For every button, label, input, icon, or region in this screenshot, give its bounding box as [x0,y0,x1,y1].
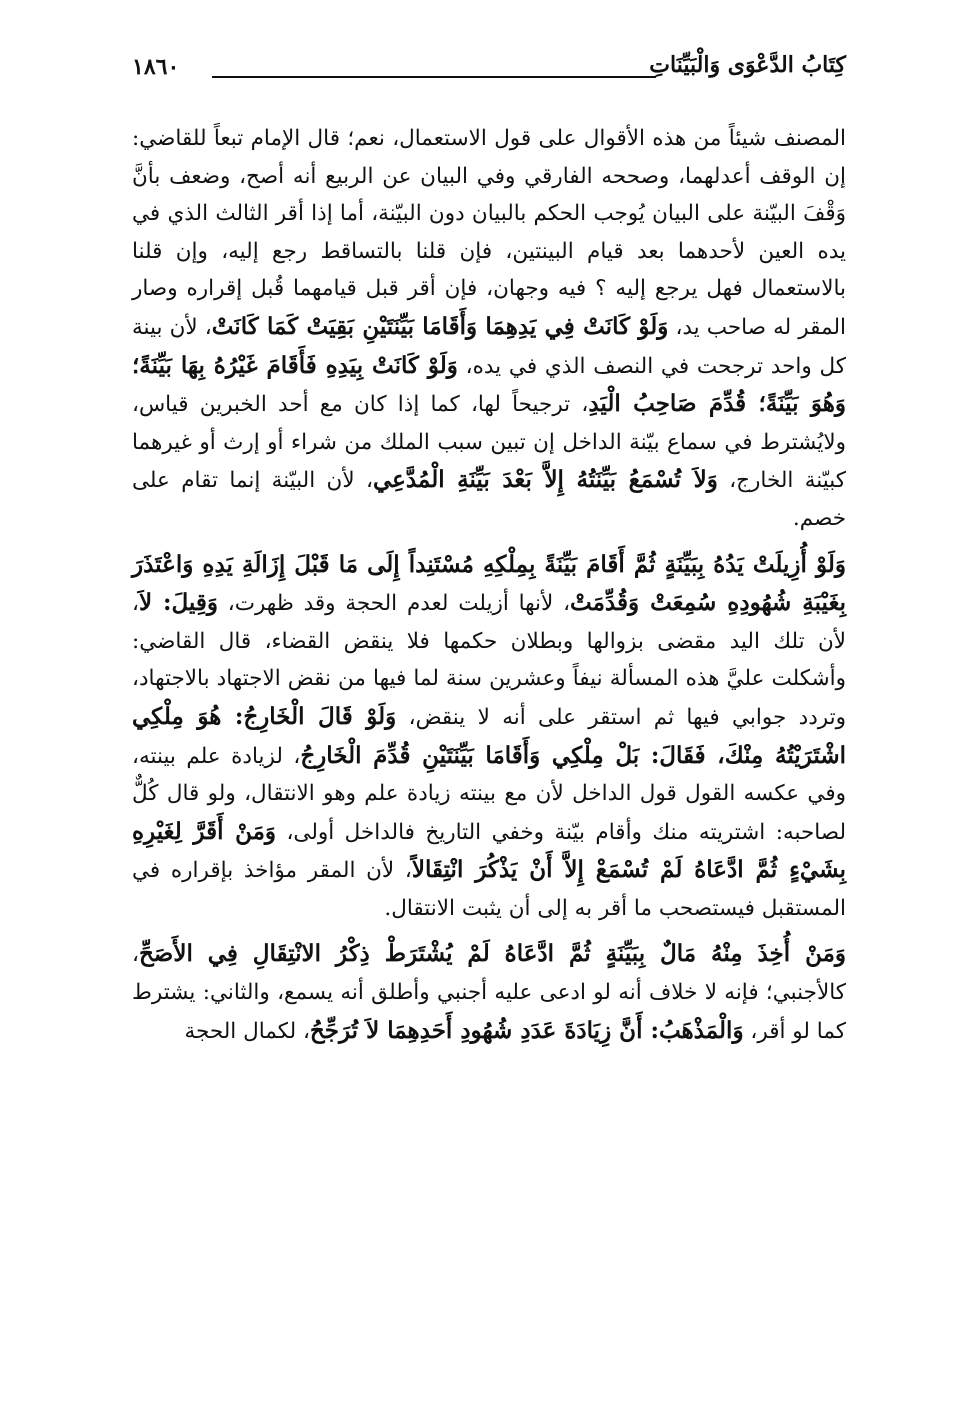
matn-text: وَالْمَذْهَبُ: أَنَّ زِيَادَةَ عَدَدِ شُهُودِ أَحَدِهِمَا لاَ تُرَجِّحُ [309,1016,744,1044]
matn-text: وَقِيلَ: لاَ [138,589,218,617]
matn-text: وَمَنْ أَقَرَّ لِغَيْرِهِ بِشَيْءٍ ثُمَّ ادَّعَاهُ لَمْ تُسْمَعْ إِلاَّ أَنْ يَذْكُرَ انْتِقَالاً [132,817,846,884]
page-header [132,48,846,86]
commentary-text: ، لأن تلك اليد مقضى بزوالها وبطلان حكمها فلا ينقض القضاء، قال القاضي: وأشكلت عليَّ هذه المسألة نيفاً وعشرين سنة لما فيها من نقض الاجتهاد بالاجتهاد، وتردد جوابي فيها ثم استقر على أنه لا ينقض، [132,591,846,730]
page-number: ١٨٦٠ [132,54,180,80]
commentary-text: ، ترجيحاً لها، كما إذا كان مع أحد الخبرين قياس، ولايُشترط في سماع بيّنة الداخل إن تبين سبب الملك من شراء أو إرث أو غيرهما كبيّنة الخارج، [132,392,846,494]
header-rule [212,76,656,78]
matn-text: وَلَوْ كَانَتْ فِي يَدِهِمَا وَأَقَامَا بَيِّنَتَيْنِ بَقِيَتْ كَمَا كَانَتْ [211,312,669,340]
matn-text: وَمَنْ أُخِذَ مِنْهُ مَالٌ بِبَيِّنَةٍ ثُمَّ ادَّعَاهُ لَمْ يُشْتَرَطْ ذِكْرُ الانْتِقَالِ فِي الأَصَحِّ [138,940,846,968]
paragraph-2 [132,546,846,928]
matn-text: وَلَوْ كَانَتْ بِيَدِهِ فَأَقَامَ غَيْرُهُ بِهَا بَيِّنَةً؛ وَهُوَ بَيِّنَةً؛ قُدِّمَ صَاحِبُ الْيَدِ [132,351,846,418]
commentary-text: ، لزيادة علم بينته، وفي عكسه القول قول الداخل لأن مع بينته زيادة علم وهو الانتقال، ولو قال كُلٌّ لصاحبه: اشتريته منك وأقام بيّنة وخفي التاريخ فالداخل أولى، [132,743,847,845]
body-text [132,120,846,1050]
commentary-text: ، لكمال الحجة [184,1018,310,1044]
book-title: كِتَابُ الدَّعْوَى وَالْبَيِّنَاتِ [649,52,846,78]
commentary-text: ، لأن البيّنة إنما تقام على خصم. [132,468,846,531]
matn-text: وَلاَ تُسْمَعُ بَيِّنَتُهُ إِلاَّ بَعْدَ بَيِّنَةِ الْمُدَّعِي [372,466,718,494]
commentary-text: ، لأنها أزيلت لعدم الحجة وقد ظهرت، [217,591,571,617]
commentary-text: ، لأن المقر مؤاخذ بإقراره في المستقبل فيستصحب ما أقر به إلى أن يثبت الانتقال. [132,858,846,921]
matn-text: وَلَوْ قَالَ الْخَارِجُ: هُوَ مِلْكِي اشْتَرَيْتُهُ مِنْكَ، فَقَالَ: بَلْ مِلْكِي وَأَقَامَا بَيِّنَتَيْنِ قُدِّمَ الْخَارِجُ [132,702,846,769]
commentary-text: ، لأن بينة كل واحد ترجحت في النصف الذي في يده، [132,314,846,379]
paragraph-3 [132,935,846,1050]
commentary-text: المصنف شيئاً من هذه الأقوال على قول الاستعمال، نعم؛ قال الإمام تبعاً للقاضي: إن الوقف أعدلهما، وصححه الفارقي وفي البيان عن الربيع أنه أصح، وضعف بأنَّ وَقْفَ البيّنة على البيان يُوجب الحكم بالبيان دون البيّنة، أما إذا أقر الثالث الذي في يده العين لأحدهما بعد قيام البينتين، فإن قلنا بالتساقط رجع إليه، وإن قلنا بالاستعمال فهل يرجع إليه ؟ فيه وجهان، فإن أقر قبل قيامهما قُبل إقراره وصار المقر له صاحب يد، [132,126,846,340]
commentary-text: ، كالأجنبي؛ فإنه لا خلاف أنه لو ادعى عليه أجنبي وأطلق أنه يسمع، والثاني: يشترط كما لو أقر، [132,942,846,1044]
matn-text: وَلَوْ أُزِيلَتْ يَدُهُ بِبَيِّنَةٍ ثُمَّ أَقَامَ بَيِّنَةً بِمِلْكِهِ مُسْتَنِداً إِلَى مَا قَبْلَ إِزَالَةِ يَدِهِ وَاعْتَذَرَ بِغَيْبَةِ شُهُودِهِ سُمِعَتْ وَقُدِّمَتْ [132,550,846,617]
paragraph-1 [132,120,846,538]
